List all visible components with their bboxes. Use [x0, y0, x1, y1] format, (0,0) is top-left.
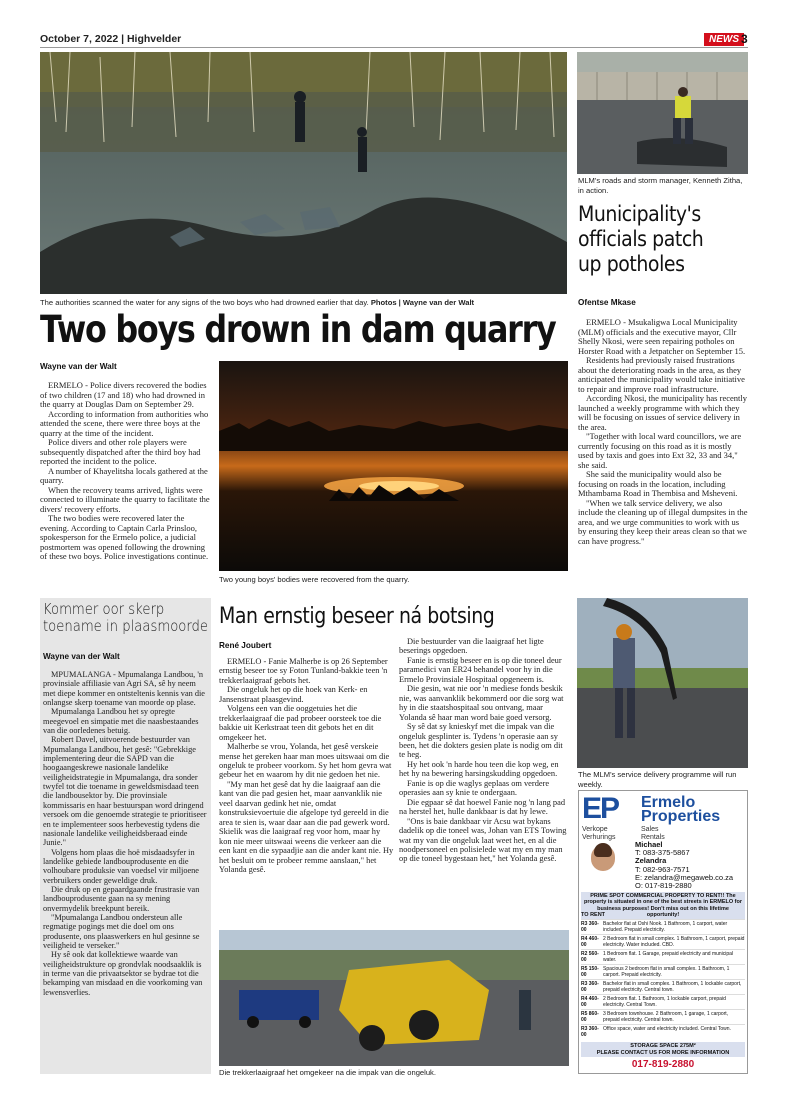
ad-tag: Sales: [641, 826, 659, 833]
ad-phone[interactable]: 017-819-2880: [631, 1059, 695, 1070]
municipality-byline: Ofentse Mkase: [578, 298, 636, 307]
headline-line: officials patch: [578, 227, 704, 252]
ad-tag: Verkope: [582, 826, 608, 833]
listing-description: Spacious 2 bedroom flat in small complex. 1 Bathroom, 1 carport. Prepaid electricity.: [603, 966, 730, 978]
listing-description: 2 Bedroom flat in small complex. 1 Bathroom, 1 carport, prepaid electricity. Water included. CBD.: [603, 936, 745, 948]
listing-price: R3 360-00: [581, 981, 599, 993]
sunset-photo-caption: Two young boys' bodies were recovered from the quarry.: [219, 575, 410, 584]
listing-row: [581, 964, 745, 979]
main-story-body: [40, 381, 210, 562]
headline-line: Municipality's: [578, 202, 701, 227]
municipality-paragraph: "When we talk service delivery, we also include the cleaning up of illegal dumpsites in the area, and we urge communities to work with us by ensuring they keep their areas clean so that we can have progress.": [578, 497, 748, 546]
agent-photo: [591, 845, 615, 871]
agent-name: Zelandra: [635, 856, 667, 866]
storage-line: STORAGE SPACE 275M²: [630, 1043, 696, 1049]
ad-footer: [581, 1042, 745, 1057]
municipality-paragraph: Residents had previously raised frustrations about the deteriorating roads in the area, as they anticipated the municipality would take initiative to repair and improve road infrastructure.: [578, 355, 745, 394]
man-paragraph: Sy sê dat sy knieskyf met die impak van die ongeluk gesplinter is. Tydens 'n operasie aan sy been, het die dokters gesien plate is nodig om dit te heg.: [399, 722, 563, 760]
main-paragraph: The two bodies were recovered later the evening. According to Captain Carla Prinsloo, spokesperson for the Ermelo police, a judicial postmortem was opened following the drowning of these two boys. Police investigations continue.: [40, 513, 209, 561]
man-paragraph: Die egpaar sê dat hoewel Fanie nog 'n lang pad na herstel het, hulle dankbaar is dat hy lewe.: [399, 797, 566, 817]
municipality-headline: [578, 202, 720, 277]
listing-row: [581, 979, 745, 994]
agent-name: Michael: [635, 840, 663, 849]
caption-text: The authorities scanned the water for any signs of the two boys who had drowned earlier that day.: [40, 298, 369, 307]
accident-photo-caption: Die trekkerlaaigraaf het omgekeer na die impak van die ongeluk.: [219, 1068, 436, 1077]
pothole-photo-caption: MLM's roads and storm manager, Kenneth Zitha, in action.: [578, 176, 743, 195]
listing-price: R4 460-00: [581, 936, 599, 948]
ad-logo-mark: EP: [582, 792, 619, 825]
agent-email[interactable]: E: zelandra@megaweb.co.za: [635, 872, 734, 882]
listing-row: [581, 934, 745, 949]
page-number: 3: [741, 32, 748, 46]
headline-line: up potholes: [578, 252, 685, 277]
man-paragraph: Die ongeluk het op die hoek van Kerk- en Jansenstraat plaasgevind.: [219, 685, 368, 704]
listing-row: [581, 1009, 745, 1024]
kommer-byline: Wayne van der Walt: [43, 652, 120, 661]
listing-price: R4 460-00: [581, 996, 599, 1008]
man-paragraph: "My man het gesê dat hy die laaigraaf aan die kant van die pad gesien het, maar aanvanklik nie veel daarvan gedink het nie, omdat konstruksievoertuie die afgelope tyd gereeld in die area te sien is, waar daar aan die pad gewerk word. Skielik was die laaigraaf reg voor hom, maar hy kon nie meer uitswaai weens die verkeer aan die een kant en die sypaadjie aan die ander kant nie. Hy het besluit om te probeer remme aanslaan," het Yolanda gesê.: [219, 779, 394, 874]
main-paragraph: A number of Khayelitsha locals gathered at the quarry.: [40, 465, 208, 485]
kommer-paragraph: Die druk op en gepaardgaande frustrasie van landbouprodusente gaan na sy mening onvermydelik breekpunt bereik.: [43, 884, 200, 913]
main-paragraph: When the recovery teams arrived, lights were connected to illuminate the quarry to facilitate the divers' recovery efforts.: [40, 484, 210, 514]
headline-line: Kommer oor skerp: [43, 600, 165, 618]
agent-phone[interactable]: T: 083-375-5867: [635, 848, 690, 858]
listing-description: 1 Bedroom flat. 1 Garage, prepaid electricity and municipal water.: [603, 951, 734, 963]
municipality-body: [578, 318, 748, 546]
headline-line: toename in plaasmoorde: [43, 617, 209, 635]
kommer-paragraph: "Mpumalanga Landbou ondersteun alle regmatige pogings met die doel om ons produsente, ons plaaswerkers en hul gesinne se veiligheid te verseker.": [43, 912, 200, 950]
main-paragraph: ERMELO - Police divers recovered the bodies of two children (17 and 18) who had drowned in the quarry at Douglas Dam on September 29.: [40, 380, 207, 409]
man-paragraph: Die gesin, wat nie oor 'n mediese fonds beskik nie, was aanvanklik bekommerd oor die sorg wat hy in die staatshospitaal sou ontvang, maar Yolanda sê haar man word baie goed versorg.: [399, 684, 564, 722]
municipality-paragraph: "Together with local ward councillors, we are currently focusing on this road as it is mostly used by taxis and goes into Ext 32, 33 and 34," she said.: [578, 431, 742, 470]
accident-photo: [219, 930, 569, 1066]
listing-price: R5 150-00: [581, 966, 599, 978]
main-paragraph: According to information from authorities who attended the scene, there were three boys at the quarry at the time of the incident.: [40, 408, 209, 438]
listing-description: Bachelor flat at Oshi Nook. 1 Bathroom, 1 carport, water included. Prepaid electricity.: [603, 921, 728, 933]
kommer-paragraph: Robert Davel, uitvoerende bestuurder van Mpumalanga Landbou, het gesê: "Gebrekkige implementering deur die SAPD van die hoogaangeskrewe nasionale landelike veiligheidstrategie in Mpumalanga, dra sonder twyfel tot die toename in geweldsmisdaad teen die landbousektor by. Die provinsiale kommissaris en haar bestuurspan word dringend versoek om die genoemde strategie te prioritiseer en te implementeer soos herbevestig tydens die nasionale landelike veiligheidsberaad einde Junie.": [43, 735, 207, 848]
man-paragraph: "Ons is baie dankbaar vir Acsu wat bykans dadelik op die toneel was, Johan van ETS Towing wat my van die ongeluk laat weet het, en al die noodpersoneel en polisielede wat my en my man op die toneel bygestaan het," het Yolanda gesê.: [399, 816, 567, 864]
pothole-worker-photo: [577, 52, 748, 174]
listing-description: Bachelor flat in small complex. 1 Bathroom, 1 lockable carport, prepaid electricity. Central town.: [603, 981, 742, 993]
jetpatcher-photo: [577, 598, 748, 768]
man-paragraph: Volgens een van die ooggetuies het die trekkerlaaigraaf die pad probeer oorsteek toe die bakkie uit Kerkstraat teen dit gebots het en dit omgekeer het.: [219, 704, 382, 742]
listing-description: Office space, water and electricity included. Central Town.: [603, 1026, 731, 1032]
man-paragraph: Die bestuurder van die laaigraaf het ligte beserings opgedoen.: [399, 637, 544, 656]
dam-quarry-photo: [40, 52, 567, 294]
agent-phone[interactable]: T: 082-963-7571: [635, 864, 690, 874]
man-paragraph: ERMELO - Fanie Malherbe is op 26 September ernstig beseer toe sy Foton Tunland-bakkie teen 'n trekkerlaaigraaf gebots het.: [219, 657, 388, 685]
office-phone[interactable]: O: 017-819-2880: [635, 881, 692, 891]
man-paragraph: Fanie is ernstig beseer en is op die toneel deur paramedici van ER24 behandel voor hy in die Ermelo Provinsiale Hospitaal opgeneem is.: [399, 655, 562, 684]
photo-credit: Photos | Wayne van der Walt: [370, 298, 475, 307]
ad-tag: Verhurings: [582, 834, 616, 841]
ad-brand-line2: Properties: [641, 808, 721, 825]
listing-row: [581, 1024, 745, 1039]
man-body-col2: [399, 637, 569, 864]
main-headline: Two boys drown in dam quarry: [40, 308, 556, 351]
man-headline: Man ernstig beseer ná botsing: [219, 604, 495, 629]
kommer-paragraph: Mpumalanga Landbou het sy opregte meegevoel en simpatie met die naasbestaandes van die oorledenes betuig.: [43, 707, 199, 736]
ad-listings: [581, 919, 745, 1039]
man-body-col1: [219, 657, 394, 874]
kommer-paragraph: Hy sê ook dat kollektiewe waarde van veiligheidstrukture op grondvlak noodsaaklik is in terme van die privaatsektor se bydrae tot die bekamping van misdaad en die voorkoming van lewensverlies.: [43, 950, 203, 997]
ad-tag: Rentals: [641, 834, 665, 841]
kommer-headline: [43, 601, 231, 635]
listing-description: 3 Bedroom townhouse. 2 Bathroom, 1 garage, 1 carport, prepaid electricity. Central town.: [603, 1011, 729, 1023]
listing-price: R3 360-00: [581, 921, 599, 933]
ad-tags-af: [582, 826, 615, 842]
publication-dateline: October 7, 2022 | Highvelder: [40, 33, 182, 45]
listing-row: [581, 949, 745, 964]
main-byline: Wayne van der Walt: [40, 362, 117, 371]
header-rule: [40, 47, 748, 48]
to-rent-label: TO RENT: [581, 912, 606, 918]
ad-contacts: [635, 841, 733, 890]
listing-description: 2 Bedroom flat. 1 Bathroom, 1 lockable carport, prepaid electricity. Central Town.: [603, 996, 726, 1008]
ad-banner: PRIME SPOT COMMERCIAL PROPERTY TO RENT!! The property is situated in one of the best streets in ERMELO for business purposes! Don't miss out on this lifetime opportunity!: [581, 892, 745, 919]
kommer-paragraph: MPUMALANGA - Mpumalanga Landbou, 'n provinsiale affiliasie van Agri SA, sê hy neem met diepe kommer en ontsteltenis kennis van die onlangse skerp toename van moorde op plase.: [43, 670, 205, 708]
listing-price: R2 560-00: [581, 951, 599, 963]
main-paragraph: Police divers and other role players were subsequently dispatched after the third boy had reported the incident to the police.: [40, 437, 201, 466]
man-paragraph: Malherbe se vrou, Yolanda, het gesê verskeie mense het gereken haar man moes uitswaai om die ongeluk te probeer voorkom. Sy het hom gevra wat gebeur het en waarom hy dit nie gedoen het nie.: [219, 742, 392, 780]
sunset-quarry-photo: [219, 361, 568, 571]
ermelo-properties-ad: [578, 790, 748, 1074]
municipality-paragraph: According Nkosi, the municipality has recently launched a weekly programme with which they will be focusing on issues of service delivery in the area.: [578, 393, 747, 432]
contact-line: PLEASE CONTACT US FOR MORE INFORMATION: [596, 1049, 730, 1056]
jetpatcher-photo-caption: The MLM's service delivery programme will run weekly.: [578, 770, 737, 789]
section-label: NEWS: [704, 33, 744, 46]
listing-price: R5 860-00: [581, 1011, 599, 1023]
listing-row: [581, 919, 745, 934]
man-paragraph: Hy het ook 'n harde hou teen die kop weg, en het hy na bewering harsingskudding opgedoen.: [399, 759, 559, 779]
municipality-paragraph: ERMELO - Msukaligwa Local Municipality (MLM) officials and the executive mayor, Cllr Shelly Nkosi, were seen repairing potholes on Horster Road with a Jetpatcher on September 15.: [578, 317, 746, 356]
dam-photo-caption: [40, 298, 570, 308]
kommer-body: [43, 670, 209, 997]
man-byline: René Joubert: [219, 641, 272, 650]
ad-brand-line1: Ermelo: [641, 794, 696, 811]
listing-price: R3 360-00: [581, 1026, 599, 1038]
kommer-paragraph: Volgens hom plaas die hoë misdaadsyfer in landelike gebiede landbouprodusente en die volhoubare produksie van voedsel vir miljoene verbruikers onder geweldige druk.: [43, 847, 199, 885]
municipality-paragraph: She said the municipality would also be focusing on roads in the location, including Mthambama Road in Thembisa and Msheveni.: [578, 469, 738, 498]
listing-row: [581, 994, 745, 1009]
man-paragraph: Fanie is op die waglys geplaas om verdere operasies aan sy knie te ondergaan.: [399, 778, 550, 798]
